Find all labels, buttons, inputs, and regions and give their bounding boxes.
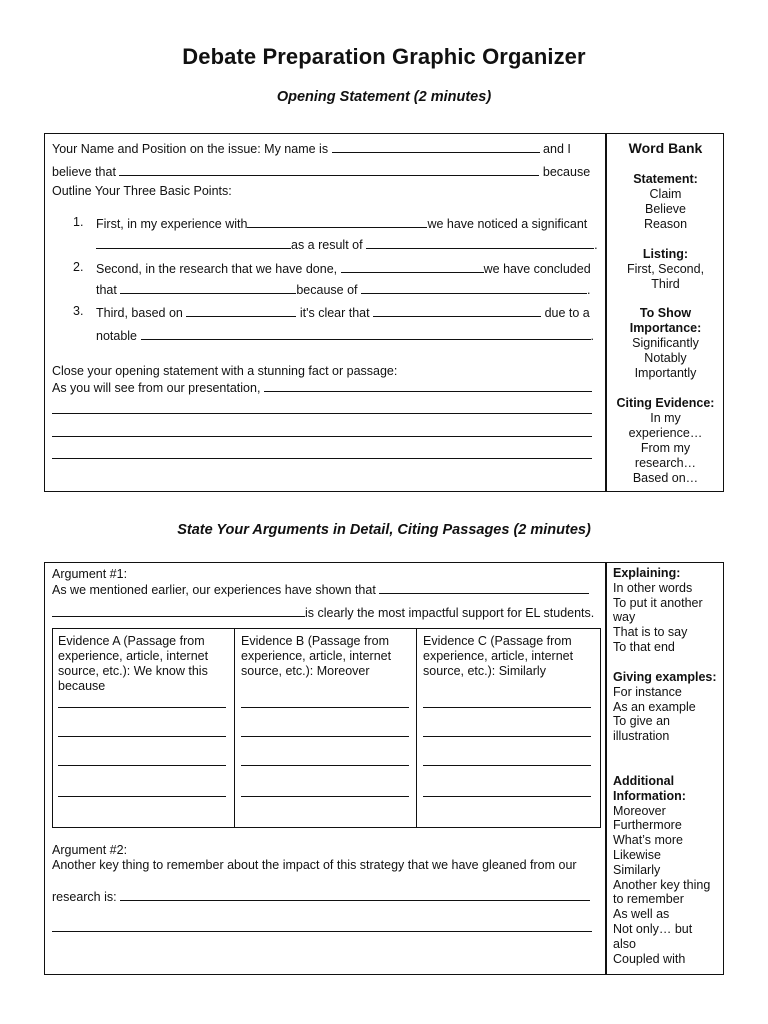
word-similarly: Similarly: [613, 862, 661, 877]
point3-line1: [96, 304, 590, 321]
evidence-a-line2: experience, article, internet: [58, 649, 209, 663]
arguments-box-divider: [605, 562, 607, 975]
evidence-b-blank[interactable]: [241, 765, 409, 766]
additional-label-2: Information:: [613, 788, 686, 803]
believe-line: [52, 163, 590, 180]
word-bank-title: Word Bank: [628, 140, 703, 156]
point1-number: 1.: [73, 215, 84, 229]
argument2-label: Argument #2:: [52, 843, 128, 857]
evidence-a-line3: source, etc.): We know this: [58, 664, 208, 678]
point3-blank1[interactable]: [186, 304, 296, 317]
evidence-b-blank[interactable]: [241, 736, 409, 737]
close-line: [52, 379, 592, 396]
page-title: Debate Preparation Graphic Organizer: [182, 44, 586, 69]
word-bank-citing: [607, 396, 724, 486]
citing-label: Citing Evidence:: [616, 396, 715, 410]
word-moreover: Moreover: [613, 803, 666, 818]
close-blank4[interactable]: [52, 458, 592, 459]
argument1-line1: [52, 581, 589, 598]
argument2-blank2[interactable]: [52, 931, 592, 932]
word-another-key-thing: Another key thing: [613, 877, 711, 892]
additional-label-1: Additional: [613, 774, 675, 788]
word-importantly: Importantly: [634, 366, 697, 380]
importance-label-1: To Show: [639, 306, 692, 320]
point3-blank2[interactable]: [373, 304, 541, 317]
evidence-b-line3: source, etc.): Moreover: [241, 664, 370, 678]
word-coupled-with: Coupled with: [613, 951, 686, 966]
point2-line2: that because of .: [96, 283, 591, 297]
word-as-an-example: As an example: [613, 699, 696, 714]
point1-blank1[interactable]: [247, 215, 427, 228]
evidence-c-blank[interactable]: [423, 765, 591, 766]
evidence-c-blank[interactable]: [423, 796, 591, 797]
point2-text-b: we have concluded: [483, 262, 591, 276]
word-to-put-it: To put it another: [613, 595, 703, 610]
evidence-c-line3: source, etc.): Similarly: [423, 664, 546, 678]
name-suffix: and I: [543, 142, 571, 156]
word-believe: Believe: [645, 202, 686, 216]
evidence-a-blank[interactable]: [58, 765, 226, 766]
close-prefix: As you will see from our presentation,: [52, 381, 261, 395]
evidence-a-blank[interactable]: [58, 707, 226, 708]
evidence-b-blank[interactable]: [241, 707, 409, 708]
point1-blank2[interactable]: [96, 236, 291, 249]
argument2-line2: [52, 888, 590, 905]
argument1-label: Argument #1:: [52, 567, 128, 581]
word-reason: Reason: [643, 217, 688, 231]
word-research: research…: [634, 456, 697, 470]
point2-blank1[interactable]: [341, 260, 484, 273]
evidence-a-blank[interactable]: [58, 796, 226, 797]
point3-text-c: due to a: [544, 306, 590, 320]
opening-heading: Opening Statement (2 minutes): [276, 89, 492, 105]
point3-text-b: it's clear that: [299, 306, 370, 320]
point2-line1: [96, 260, 591, 277]
word-experience: experience…: [628, 426, 703, 440]
word-based-on: Based on…: [632, 471, 699, 485]
word-likewise: Likewise: [613, 847, 661, 862]
argument1-text1: As we mentioned earlier, our experiences have shown that: [52, 583, 376, 597]
word-to-remember: to remember: [613, 892, 684, 907]
point2-blank3[interactable]: [361, 281, 587, 294]
word-bank-listing: [607, 247, 724, 292]
statement-label: Statement:: [633, 172, 698, 186]
evidence-b-line1: Evidence B (Passage from: [241, 634, 389, 648]
evidence-c-line1: Evidence C (Passage from: [423, 634, 572, 648]
word-first-second: First, Second,: [626, 262, 705, 276]
evidence-b-line2: experience, article, internet: [241, 649, 392, 663]
word-in-other-words: In other words: [613, 580, 693, 595]
close-label: Close your opening statement with a stunning fact or passage:: [52, 364, 398, 378]
word-bank-importance: [607, 306, 724, 381]
point3-blank3[interactable]: [141, 327, 591, 340]
argument2-blank1[interactable]: [120, 888, 590, 901]
close-blank2[interactable]: [52, 413, 592, 414]
arguments-heading: State Your Arguments in Detail, Citing Passages (2 minutes): [177, 522, 591, 538]
word-notably: Notably: [644, 351, 687, 365]
outline-label: Outline Your Three Basic Points:: [52, 184, 232, 198]
evidence-c-line2: experience, article, internet: [423, 649, 574, 663]
evidence-divider-2: [416, 628, 417, 828]
word-bank-statement: [607, 172, 724, 232]
examples-label: Giving examples:: [613, 670, 717, 684]
point3-text-d: notable: [96, 329, 138, 343]
additional-section: [613, 774, 710, 966]
word-third: Third: [651, 277, 680, 291]
close-blank3[interactable]: [52, 436, 592, 437]
word-in-my: In my: [650, 411, 681, 425]
argument1-text2: is clearly the most impactful support for EL students.: [305, 606, 595, 620]
word-from-my: From my: [640, 441, 691, 455]
point2-text-d: because of: [296, 283, 358, 297]
argument2-line1: Another key thing to remember about the impact of this strategy that we have gleaned from our: [52, 858, 577, 872]
word-whats-more: What’s more: [613, 833, 683, 848]
evidence-a-line1: Evidence A (Passage from: [58, 634, 205, 648]
name-blank[interactable]: [332, 140, 540, 153]
argument2-text2: research is:: [52, 890, 117, 904]
point1-blank3[interactable]: [366, 236, 594, 249]
point2-text-c: that: [96, 283, 117, 297]
evidence-a-prompt: [58, 634, 208, 694]
point2-text-a: Second, in the research that we have done,: [96, 262, 338, 276]
name-position-line: [52, 140, 571, 157]
word-way: way: [613, 610, 636, 625]
point1-line2: as a result of .: [96, 236, 598, 253]
point1-text-b: we have noticed a significant: [427, 217, 588, 231]
word-illustration: illustration: [613, 729, 670, 744]
explaining-label: Explaining:: [613, 566, 681, 580]
evidence-divider-1: [234, 628, 235, 828]
word-also: also: [613, 936, 636, 951]
explaining-section: [613, 566, 703, 655]
point1-text-c: as a result of: [291, 238, 363, 252]
evidence-a-line4: because: [58, 679, 106, 693]
word-significantly: Significantly: [632, 336, 699, 350]
evidence-c-prompt: [423, 634, 573, 679]
argument1-blank2[interactable]: [52, 604, 305, 617]
point3-text-a: Third, based on: [96, 306, 183, 320]
point2-blank2[interactable]: [120, 281, 296, 294]
believe-blank[interactable]: [119, 163, 539, 176]
point2-number: 2.: [73, 260, 84, 274]
word-that-is-to-say: That is to say: [613, 625, 688, 640]
name-prefix: Your Name and Position on the issue: My name is: [52, 142, 329, 156]
evidence-b-prompt: [241, 634, 391, 679]
word-claim: Claim: [649, 187, 682, 201]
believe-suffix: because: [542, 165, 591, 179]
point1-line1: [96, 215, 587, 232]
evidence-b-blank[interactable]: [241, 796, 409, 797]
point1-text-a: First, in my experience with: [96, 217, 248, 231]
word-as-well-as: As well as: [613, 907, 670, 922]
importance-label-2: Importance:: [629, 321, 702, 335]
believe-prefix: believe that: [52, 165, 116, 179]
evidence-c-blank[interactable]: [423, 707, 591, 708]
word-to-give-an: To give an: [613, 714, 670, 729]
argument1-line2: [52, 604, 594, 621]
close-blank1[interactable]: [264, 379, 592, 392]
evidence-c-blank[interactable]: [423, 736, 591, 737]
word-for-instance: For instance: [613, 684, 682, 699]
evidence-a-blank[interactable]: [58, 736, 226, 737]
word-to-that-end: To that end: [613, 639, 675, 654]
point3-number: 3.: [73, 304, 84, 318]
examples-section: [613, 670, 717, 744]
point3-line2: notable .: [96, 329, 594, 343]
word-furthermore: Furthermore: [613, 818, 682, 833]
word-not-only-but: Not only… but: [613, 921, 693, 936]
listing-label: Listing:: [642, 247, 689, 261]
argument1-blank1[interactable]: [379, 581, 589, 594]
